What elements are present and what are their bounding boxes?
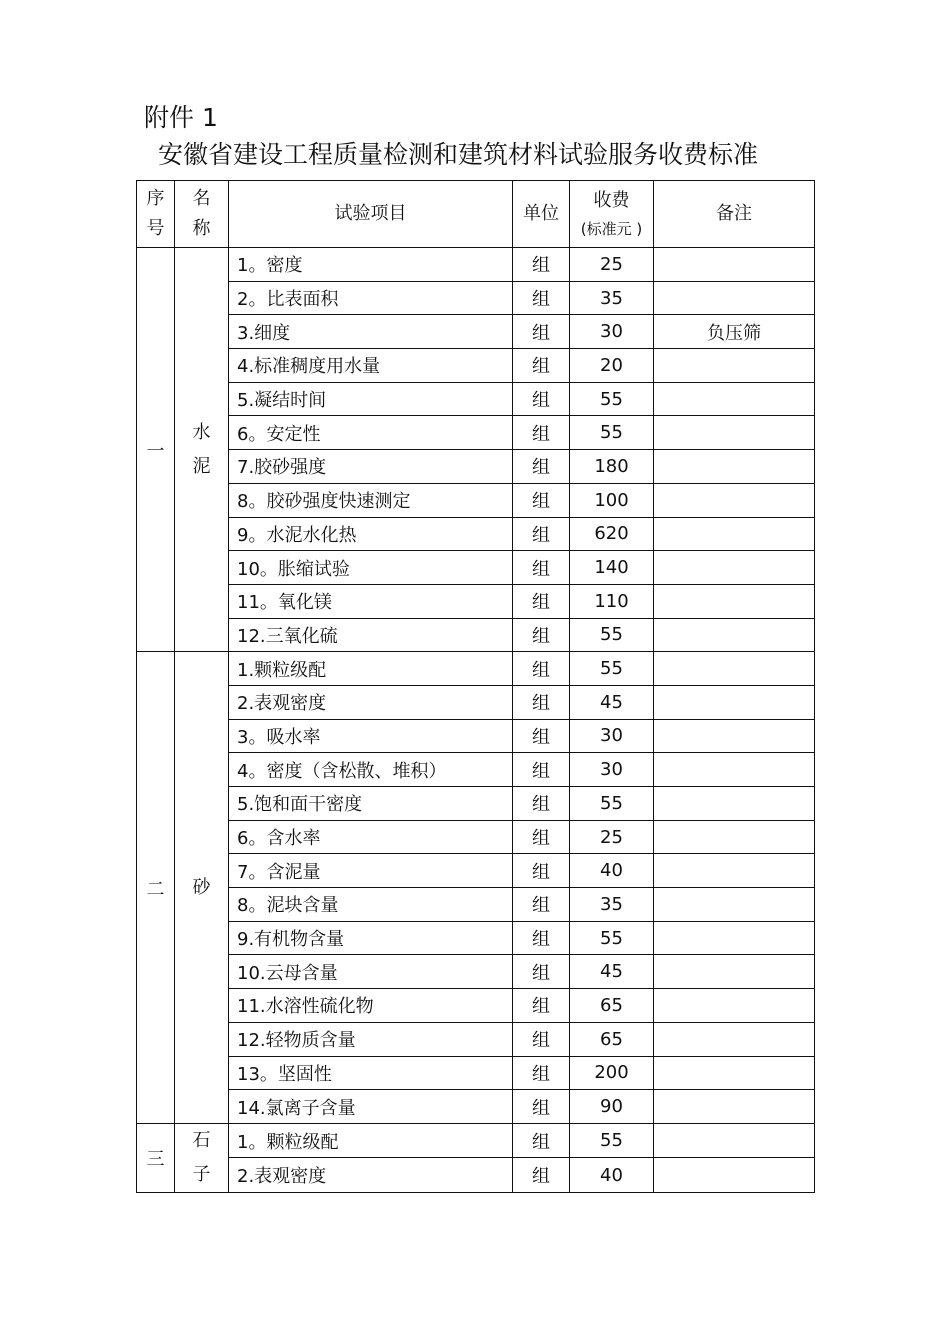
- table-row: [137, 1056, 815, 1090]
- note-cell: [654, 416, 815, 450]
- unit-cell: 组: [513, 483, 570, 517]
- test-item: 11。氧化镁: [229, 584, 513, 618]
- fee-cell: 620: [570, 517, 654, 551]
- unit-cell: 组: [513, 1158, 570, 1193]
- test-item: 8。泥块含量: [229, 888, 513, 922]
- test-item: 10.云母含量: [229, 955, 513, 989]
- test-item: 13。坚固性: [229, 1056, 513, 1090]
- unit-cell: 组: [513, 921, 570, 955]
- fee-cell: 30: [570, 315, 654, 349]
- unit-cell: 组: [513, 753, 570, 787]
- table-row: [137, 1022, 815, 1056]
- fee-cell: 55: [570, 416, 654, 450]
- note-cell: [654, 888, 815, 922]
- fee-cell: 200: [570, 1056, 654, 1090]
- note-cell: [654, 551, 815, 585]
- table-row: [137, 281, 815, 315]
- unit-cell: 组: [513, 450, 570, 484]
- unit-cell: 组: [513, 1022, 570, 1056]
- note-cell: [654, 685, 815, 719]
- table-row: [137, 1090, 815, 1124]
- unit-cell: 组: [513, 1090, 570, 1124]
- header-note: 备注: [654, 181, 815, 248]
- note-cell: [654, 753, 815, 787]
- group-name-char: 水: [192, 421, 211, 443]
- fee-cell: 40: [570, 1158, 654, 1193]
- fee-cell: 25: [570, 820, 654, 854]
- test-item: 3.细度: [229, 315, 513, 349]
- note-cell: [654, 517, 815, 551]
- test-item: 7。含泥量: [229, 854, 513, 888]
- unit-cell: 组: [513, 955, 570, 989]
- note-cell: [654, 584, 815, 618]
- table-row: [137, 820, 815, 854]
- table-row: [137, 955, 815, 989]
- fee-cell: 40: [570, 854, 654, 888]
- table-row: [137, 787, 815, 821]
- note-cell: [654, 281, 815, 315]
- note-cell: [654, 921, 815, 955]
- note-cell: [654, 450, 815, 484]
- note-cell: [654, 382, 815, 416]
- fee-cell: 20: [570, 349, 654, 383]
- table-row: [137, 349, 815, 383]
- table-row: [137, 854, 815, 888]
- fee-cell: 110: [570, 584, 654, 618]
- group-name: [175, 1123, 229, 1192]
- test-item: 14.氯离子含量: [229, 1090, 513, 1124]
- unit-cell: 组: [513, 854, 570, 888]
- test-item: 9.有机物含量: [229, 921, 513, 955]
- test-item: 10。胀缩试验: [229, 551, 513, 585]
- group-name-char: 砂: [192, 876, 211, 898]
- table-row: [137, 921, 815, 955]
- unit-cell: 组: [513, 584, 570, 618]
- annex-label: 附件 1: [144, 103, 218, 132]
- fee-cell: 45: [570, 685, 654, 719]
- table-row: [137, 989, 815, 1023]
- test-item: 12.轻物质含量: [229, 1022, 513, 1056]
- table-row: [137, 315, 815, 349]
- note-cell: [654, 854, 815, 888]
- fee-cell: 55: [570, 921, 654, 955]
- table-row: [137, 1123, 815, 1158]
- table-row: [137, 618, 815, 652]
- unit-cell: 组: [513, 517, 570, 551]
- unit-cell: 组: [513, 989, 570, 1023]
- group-name-char: 石: [192, 1129, 211, 1151]
- unit-cell: 组: [513, 382, 570, 416]
- fee-cell: 90: [570, 1090, 654, 1124]
- unit-cell: 组: [513, 551, 570, 585]
- fee-cell: 45: [570, 955, 654, 989]
- test-item: 6。安定性: [229, 416, 513, 450]
- table-row: [137, 517, 815, 551]
- table-row: [137, 483, 815, 517]
- fee-cell: 35: [570, 281, 654, 315]
- test-item: 4.标准稠度用水量: [229, 349, 513, 383]
- group-seq: 三: [137, 1123, 175, 1192]
- unit-cell: 组: [513, 416, 570, 450]
- group-name: [175, 248, 229, 652]
- table-row: [137, 1158, 815, 1193]
- test-item: 1。颗粒级配: [229, 1123, 513, 1158]
- fee-table: [136, 180, 815, 1193]
- table-row: [137, 382, 815, 416]
- test-item: 7.胶砂强度: [229, 450, 513, 484]
- test-item: 4。密度（含松散、堆积）: [229, 753, 513, 787]
- note-cell: [654, 652, 815, 686]
- fee-cell: 55: [570, 618, 654, 652]
- note-cell: [654, 820, 815, 854]
- group-seq: 二: [137, 652, 175, 1124]
- note-cell: 负压筛: [654, 315, 815, 349]
- table-row: [137, 685, 815, 719]
- fee-cell: 55: [570, 382, 654, 416]
- note-cell: [654, 955, 815, 989]
- test-item: 12.三氧化硫: [229, 618, 513, 652]
- header-unit: 单位: [513, 181, 570, 248]
- test-item: 11.水溶性硫化物: [229, 989, 513, 1023]
- group-name-char: 泥: [192, 455, 211, 477]
- header-row: [137, 181, 815, 248]
- test-item: 1.颗粒级配: [229, 652, 513, 686]
- test-item: 8。胶砂强度快速测定: [229, 483, 513, 517]
- table-row: [137, 584, 815, 618]
- test-item: 6。含水率: [229, 820, 513, 854]
- fee-cell: 55: [570, 1123, 654, 1158]
- unit-cell: 组: [513, 349, 570, 383]
- group-name: [175, 652, 229, 1124]
- fee-cell: 65: [570, 1022, 654, 1056]
- note-cell: [654, 248, 815, 282]
- table-row: [137, 753, 815, 787]
- header-seq: 序 号: [137, 181, 175, 248]
- fee-cell: 180: [570, 450, 654, 484]
- table-row: [137, 652, 815, 686]
- note-cell: [654, 1123, 815, 1158]
- unit-cell: 组: [513, 1123, 570, 1158]
- group-name-char: 子: [192, 1163, 211, 1185]
- note-cell: [654, 618, 815, 652]
- fee-cell: 30: [570, 719, 654, 753]
- fee-cell: 55: [570, 787, 654, 821]
- header-fee: 收费 (标准元 ): [570, 181, 654, 248]
- unit-cell: 组: [513, 685, 570, 719]
- fee-cell: 55: [570, 652, 654, 686]
- test-item: 2。比表面积: [229, 281, 513, 315]
- note-cell: [654, 349, 815, 383]
- unit-cell: 组: [513, 820, 570, 854]
- unit-cell: 组: [513, 787, 570, 821]
- unit-cell: 组: [513, 281, 570, 315]
- fee-cell: 100: [570, 483, 654, 517]
- note-cell: [654, 483, 815, 517]
- test-item: 3。吸水率: [229, 719, 513, 753]
- document-title: 安徽省建设工程质量检测和建筑材料试验服务收费标准: [158, 140, 759, 169]
- note-cell: [654, 1056, 815, 1090]
- test-item: 5.凝结时间: [229, 382, 513, 416]
- group-seq: 一: [137, 248, 175, 652]
- note-cell: [654, 1158, 815, 1193]
- table-row: [137, 551, 815, 585]
- header-item: 试验项目: [229, 181, 513, 248]
- table-body: [137, 248, 815, 1193]
- test-item: 9。水泥水化热: [229, 517, 513, 551]
- note-cell: [654, 1022, 815, 1056]
- table-row: [137, 888, 815, 922]
- unit-cell: 组: [513, 1056, 570, 1090]
- fee-cell: 35: [570, 888, 654, 922]
- table-row: [137, 248, 815, 282]
- fee-cell: 25: [570, 248, 654, 282]
- test-item: 1。密度: [229, 248, 513, 282]
- note-cell: [654, 1090, 815, 1124]
- fee-cell: 140: [570, 551, 654, 585]
- note-cell: [654, 989, 815, 1023]
- table-row: [137, 416, 815, 450]
- unit-cell: 组: [513, 652, 570, 686]
- test-item: 2.表观密度: [229, 685, 513, 719]
- test-item: 2.表观密度: [229, 1158, 513, 1193]
- unit-cell: 组: [513, 888, 570, 922]
- note-cell: [654, 719, 815, 753]
- note-cell: [654, 787, 815, 821]
- fee-cell: 30: [570, 753, 654, 787]
- table-row: [137, 719, 815, 753]
- unit-cell: 组: [513, 618, 570, 652]
- table-row: [137, 450, 815, 484]
- header-name: 名 称: [175, 181, 229, 248]
- unit-cell: 组: [513, 719, 570, 753]
- unit-cell: 组: [513, 248, 570, 282]
- test-item: 5.饱和面干密度: [229, 787, 513, 821]
- fee-cell: 65: [570, 989, 654, 1023]
- unit-cell: 组: [513, 315, 570, 349]
